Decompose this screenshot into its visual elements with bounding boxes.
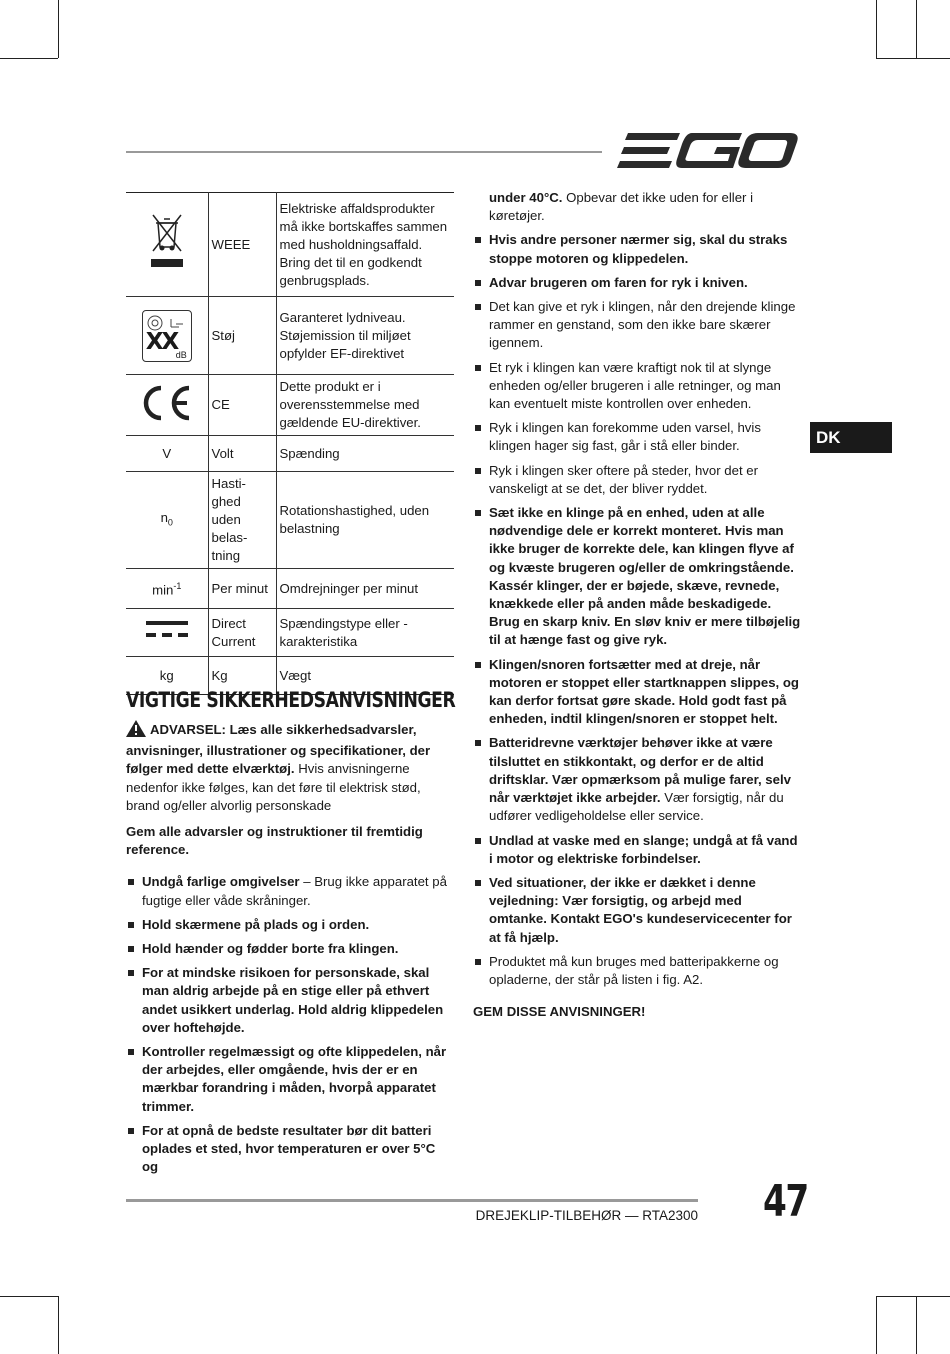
weee-icon bbox=[126, 193, 208, 297]
list-item: Sæt ikke en klinge på en enhed, uden at alle nødvendige dele er korrekt monteret. Hvis man ikke bruger de korrekte dele, kan klingen flyve af og kvæste brugeren og/eller de omkringstående. Kassér klinger, der er bøjede, skæve, revnede, knækkede eller på anden måde beskadigede. Brug en skarp kniv. En sløv kniv er mere tilbøjelig til at hænge fast og give ryk. bbox=[473, 504, 803, 650]
list-item: Hold hænder og fødder borte fra klingen. bbox=[126, 940, 454, 958]
warning-text: Hvis anvisningerne nedenfor ikke følges, kan det føre til elektrisk stød, brand og/eller alvorlig personskade bbox=[126, 761, 421, 813]
header-rule bbox=[126, 151, 602, 153]
list-item: Ved situationer, der ikke er dækket i denne vejledning: Vær forsigtig, og arbejd med omtanke. Kontakt EGO's kundeservicecenter for at få hjælp. bbox=[473, 874, 803, 947]
list-item: Kontroller regelmæssigt og ofte klippedelen, når der arbejdes, eller omgående, hvis der er en mærkbar forandring i måden, hvorpå apparatet trimmer. bbox=[126, 1043, 454, 1116]
left-bullet-list bbox=[126, 873, 454, 1176]
warning-label: ADVARSEL: bbox=[150, 722, 226, 737]
list-item: Klingen/snoren fortsætter med at dreje, når motoren er stoppet eller startknappen slippes, og kan derfor fortsat gøre skade. Hold godt fast på enheden, indtil klingen/snoren er stoppet helt. bbox=[473, 656, 803, 729]
symbol-name: Per minut bbox=[208, 569, 276, 609]
bullet-icon bbox=[128, 946, 134, 952]
table-row bbox=[126, 436, 454, 472]
warning-bold-text: Læs alle sikkerhedsadvarsler, anvisninger, illustrationer og specifikationer, der følger med dette elværktøj. bbox=[126, 722, 431, 777]
warning-triangle-icon bbox=[126, 720, 146, 742]
table-row bbox=[126, 375, 454, 436]
table-row bbox=[126, 569, 454, 609]
dc-icon bbox=[126, 609, 208, 657]
list-item: Advar brugeren om faren for ryk i kniven. bbox=[473, 274, 803, 292]
symbol-description: Dette produkt er i overensstemmelse med gældende EU-direktiver. bbox=[276, 375, 454, 436]
crop-mark bbox=[876, 58, 950, 59]
right-bullet-list bbox=[473, 231, 803, 989]
table-row bbox=[126, 193, 454, 297]
symbol-description: Spænding bbox=[276, 436, 454, 472]
list-item: Batteridrevne værktøjer behøver ikke at være tilsluttet en stikkontakt, og derfor er de altid driftsklar. Vær opmærksom på mulige farer, selv når værktøjet ikke arbejder. Vær forsigtig, når du udfører vedligeholdelse eller service. bbox=[473, 734, 803, 825]
page-number: 47 bbox=[763, 1176, 808, 1227]
crop-mark bbox=[58, 0, 59, 58]
crop-mark bbox=[916, 0, 917, 58]
symbol-name: Støj bbox=[208, 297, 276, 375]
bullet-icon bbox=[128, 922, 134, 928]
keep-note: Gem alle advarsler og instruktioner til fremtidig reference. bbox=[126, 824, 423, 858]
bullet-icon bbox=[475, 959, 481, 965]
noise-icon bbox=[126, 297, 208, 375]
symbol-name: Kg bbox=[208, 657, 276, 695]
closing-note: GEM DISSE ANVISNINGER! bbox=[473, 1004, 646, 1020]
list-item: Hvis andre personer nærmer sig, skal du straks stoppe motoren og klippedelen. bbox=[473, 231, 803, 267]
bullet-icon bbox=[475, 304, 481, 310]
table-row bbox=[126, 609, 454, 657]
crop-mark bbox=[0, 1296, 58, 1297]
warning-paragraph bbox=[126, 720, 454, 815]
bullet-icon bbox=[128, 1049, 134, 1055]
crop-mark bbox=[876, 0, 877, 58]
list-item: Et ryk i klingen kan være kraftigt nok til at slynge enheden og/eller brugeren i alle retninger, og man kan eventuelt miste kontrollen over enheden. bbox=[473, 359, 803, 414]
table-row bbox=[126, 297, 454, 375]
symbol-text: kg bbox=[126, 657, 208, 695]
bullet-icon bbox=[475, 510, 481, 516]
symbol-description: Spændingstype eller -karakteristika bbox=[276, 609, 454, 657]
bullet-icon bbox=[128, 970, 134, 976]
list-item: Ryk i klingen sker oftere på steder, hvor det er vanskeligt at se det, der bliver ryddet. bbox=[473, 462, 803, 498]
crop-mark bbox=[876, 1296, 950, 1297]
table-row bbox=[126, 472, 454, 569]
bullet-icon bbox=[475, 468, 481, 474]
section-title: VIGTIGE SIKKERHEDSANVISNINGER bbox=[126, 688, 456, 712]
list-item: Undlad at vaske med en slange; undgå at få vand i motor og elektriske forbindelser. bbox=[473, 832, 803, 868]
symbol-description: Garanteret lydniveau. Støjemission til miljøet opfylder EF-direktivet bbox=[276, 297, 454, 375]
symbol-description: Vægt bbox=[276, 657, 454, 695]
list-item: Produktet må kun bruges med batteripakkerne og opladerne, der står på listen i fig. A2. bbox=[473, 953, 803, 989]
crop-mark bbox=[916, 1296, 917, 1354]
list-item: Ryk i klingen kan forekomme uden varsel, hvis klingen hager sig fast, går i stå eller binder. bbox=[473, 419, 803, 455]
continued-text: under 40°C. Opbevar det ikke uden for eller i køretøjer. bbox=[489, 190, 754, 224]
symbol-name: CE bbox=[208, 375, 276, 436]
list-item: Det kan give et ryk i klingen, når den drejende klinge rammer en genstand, som den ikke bare skærer igennem. bbox=[473, 298, 803, 353]
bullet-icon bbox=[475, 880, 481, 886]
symbols-table bbox=[126, 192, 454, 695]
bullet-icon bbox=[475, 237, 481, 243]
symbol-name: Direct Current bbox=[208, 609, 276, 657]
left-column bbox=[126, 720, 454, 1182]
bullet-icon bbox=[128, 879, 134, 885]
ego-logo bbox=[616, 130, 800, 177]
list-item: For at mindske risikoen for personskade, skal man aldrig arbejde på en stige eller på ethvert andet usikkert underlag. Hold aldrig klippedelen over hoftehøjde. bbox=[126, 964, 454, 1037]
symbol-description: Rotationshastighed, uden belastning bbox=[276, 472, 454, 569]
crop-mark bbox=[0, 58, 58, 59]
ce-icon bbox=[126, 375, 208, 436]
footer-rule bbox=[126, 1199, 698, 1202]
symbol-name: Volt bbox=[208, 436, 276, 472]
bullet-icon bbox=[475, 662, 481, 668]
bullet-icon bbox=[128, 1128, 134, 1134]
list-item: Undgå farlige omgivelser – Brug ikke apparatet på fugtige eller våde skråninger. bbox=[126, 873, 454, 909]
footer-document-title: DREJEKLIP-TILBEHØR — RTA2300 bbox=[475, 1208, 698, 1223]
db-unit: dB bbox=[175, 349, 187, 360]
bullet-icon bbox=[475, 740, 481, 746]
bullet-icon bbox=[475, 838, 481, 844]
symbol-text: $n_0$ bbox=[126, 472, 208, 569]
symbol-name: WEEE bbox=[208, 193, 276, 297]
symbol-name: Hasti-ghed uden belas-tning bbox=[208, 472, 276, 569]
noise-level-text: XX bbox=[145, 328, 178, 355]
symbol-description: Elektriske affaldsprodukter må ikke bortskaffes sammen med husholdningsaffald. Bring det til en godkendt genbrugsplads. bbox=[276, 193, 454, 297]
list-item: Hold skærmene på plads og i orden. bbox=[126, 916, 454, 934]
language-tab: DK bbox=[810, 422, 892, 453]
bullet-icon bbox=[475, 280, 481, 286]
list-item: For at opnå de bedste resultater bør dit batteri oplades et sted, hvor temperaturen er over 5°C og bbox=[126, 1122, 454, 1177]
crop-mark bbox=[876, 1296, 877, 1354]
symbol-text: V bbox=[126, 436, 208, 472]
symbol-description: Omdrejninger per minut bbox=[276, 569, 454, 609]
crop-mark bbox=[58, 1296, 59, 1354]
bullet-icon bbox=[475, 365, 481, 371]
symbol-text: $\min^{-1}$ bbox=[126, 569, 208, 609]
right-column bbox=[473, 189, 803, 1029]
bullet-icon bbox=[475, 425, 481, 431]
